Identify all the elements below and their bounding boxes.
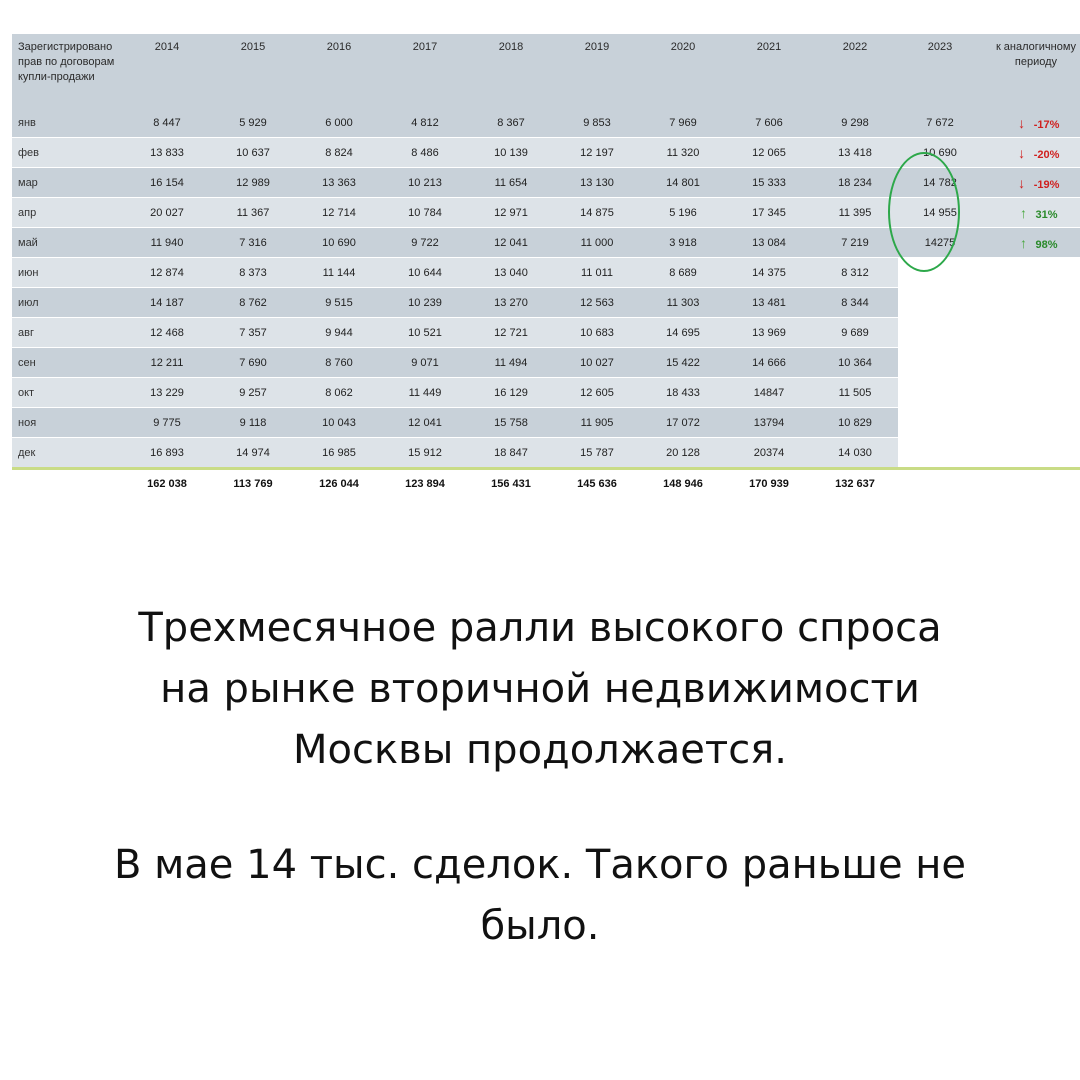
caption-line: Москвы продолжается. [293,727,787,773]
table-cell: 10 784 [382,198,468,228]
table-row [12,438,1080,469]
table-cell: 4 812 [382,108,468,138]
table-cell: 8 762 [210,288,296,318]
table-cell: 9 298 [812,108,898,138]
table-cell: 15 787 [554,438,640,469]
table-cell: 8 373 [210,258,296,288]
table-cell: 5 929 [210,108,296,138]
caption [20,598,1060,957]
table-cell: 11 303 [640,288,726,318]
table-cell: 10 521 [382,318,468,348]
change-cell [982,438,1080,469]
table-cell: 14 875 [554,198,640,228]
month-label: сен [12,348,124,378]
table-cell: 9 944 [296,318,382,348]
totals-row [12,469,1080,499]
table-cell: 12 065 [726,138,812,168]
month-label: авг [12,318,124,348]
table-row [12,288,1080,318]
totals-tail [982,469,1080,499]
arrow-down-icon: ↓ [1018,174,1026,191]
table-cell: 12 041 [382,408,468,438]
year-header: 2020 [640,34,726,108]
table-cell: 12 211 [124,348,210,378]
table-cell: 14 801 [640,168,726,198]
table-cell: 12 989 [210,168,296,198]
table-cell: 15 422 [640,348,726,378]
table-cell: 13 481 [726,288,812,318]
table-cell: 7 690 [210,348,296,378]
month-label: апр [12,198,124,228]
change-cell [982,348,1080,378]
table-cell: 11 320 [640,138,726,168]
table-cell [898,438,982,469]
table-cell: 10 690 [898,138,982,168]
table-cell [898,318,982,348]
table-cell: 15 333 [726,168,812,198]
table-cell: 20374 [726,438,812,469]
table-cell: 14 187 [124,288,210,318]
month-label: мар [12,168,124,198]
table-cell: 14 030 [812,438,898,469]
table-cell: 11 905 [554,408,640,438]
total-cell: 170 939 [726,469,812,499]
table-cell: 8 344 [812,288,898,318]
table-cell: 7 672 [898,108,982,138]
table-cell: 8 486 [382,138,468,168]
table-cell: 16 129 [468,378,554,408]
table-cell: 9 775 [124,408,210,438]
change-header: к аналогичному периоду [982,34,1080,108]
caption-line: на рынке вторичной недвижимости [160,666,920,712]
total-cell: 162 038 [124,469,210,499]
total-cell: 123 894 [382,469,468,499]
table-cell: 10 043 [296,408,382,438]
table-cell: 11 505 [812,378,898,408]
table-cell: 9 515 [296,288,382,318]
table-cell: 9 071 [382,348,468,378]
table-cell [898,378,982,408]
table-cell: 11 395 [812,198,898,228]
total-cell: 148 946 [640,469,726,499]
table-cell: 5 196 [640,198,726,228]
table-cell: 12 721 [468,318,554,348]
change-cell [982,288,1080,318]
month-label: июл [12,288,124,318]
table-cell: 12 971 [468,198,554,228]
table-cell: 10 213 [382,168,468,198]
table-cell: 10 139 [468,138,554,168]
change-cell [982,318,1080,348]
table-cell: 16 154 [124,168,210,198]
table-cell: 10 637 [210,138,296,168]
table-cell: 14 782 [898,168,982,198]
arrow-down-icon: ↓ [1018,114,1026,131]
month-label: окт [12,378,124,408]
total-cell: 145 636 [554,469,640,499]
table-cell: 13 363 [296,168,382,198]
totals-label [12,469,124,499]
year-header: 2019 [554,34,640,108]
table-cell [898,408,982,438]
table-cell: 11 940 [124,228,210,258]
table-cell: 8 062 [296,378,382,408]
table-cell: 15 758 [468,408,554,438]
table-cell: 14 955 [898,198,982,228]
change-cell [982,198,1080,228]
arrow-up-icon: ↑ [1019,234,1027,251]
table-cell: 17 072 [640,408,726,438]
table-cell: 18 234 [812,168,898,198]
table-cell: 13 084 [726,228,812,258]
table-row [12,378,1080,408]
table-cell: 8 824 [296,138,382,168]
table-cell: 10 364 [812,348,898,378]
table-cell: 13 833 [124,138,210,168]
table-cell: 8 312 [812,258,898,288]
table-cell: 14 974 [210,438,296,469]
table-cell: 7 969 [640,108,726,138]
caption-line: В мае 14 тыс. сделок. Такого раньше не [113,842,967,888]
change-value: -19% [1033,178,1060,191]
table-cell: 8 447 [124,108,210,138]
table-cell [898,348,982,378]
table-cell: 18 433 [640,378,726,408]
table-cell: 10 239 [382,288,468,318]
table-cell: 9 118 [210,408,296,438]
table-cell: 12 605 [554,378,640,408]
table-cell: 13 229 [124,378,210,408]
table-cell: 13 270 [468,288,554,318]
table-cell: 8 760 [296,348,382,378]
table-cell: 10 829 [812,408,898,438]
month-label: янв [12,108,124,138]
year-header: 2022 [812,34,898,108]
table-cell: 8 689 [640,258,726,288]
table-cell: 6 000 [296,108,382,138]
table-row [12,408,1080,438]
month-label: дек [12,438,124,469]
table-cell: 10 027 [554,348,640,378]
table-cell: 11 654 [468,168,554,198]
year-header: 2021 [726,34,812,108]
arrow-up-icon: ↑ [1019,204,1027,221]
table-cell [898,288,982,318]
year-header: 2017 [382,34,468,108]
caption-line: было. [480,903,600,949]
table-cell: 12 874 [124,258,210,288]
table-cell: 7 316 [210,228,296,258]
change-value: 31% [1035,208,1058,221]
table-cell: 16 985 [296,438,382,469]
month-label: июн [12,258,124,288]
table-cell: 20 128 [640,438,726,469]
year-header: 2018 [468,34,554,108]
highlight-oval [888,152,960,272]
change-cell [982,138,1080,168]
change-cell [982,408,1080,438]
table-cell: 7 606 [726,108,812,138]
change-cell [982,108,1080,138]
table-header-row [12,34,1080,108]
year-header: 2023 [898,34,982,108]
table-cell: 11 494 [468,348,554,378]
month-label: май [12,228,124,258]
table-cell: 9 722 [382,228,468,258]
year-header: 2015 [210,34,296,108]
total-cell: 132 637 [812,469,898,499]
month-label: фев [12,138,124,168]
total-cell: 126 044 [296,469,382,499]
table-cell: 7 219 [812,228,898,258]
table-cell: 14847 [726,378,812,408]
table-cell: 11 449 [382,378,468,408]
table-cell: 14 666 [726,348,812,378]
table-cell: 10 690 [296,228,382,258]
table-cell: 11 367 [210,198,296,228]
table-cell: 13794 [726,408,812,438]
change-value: 98% [1035,238,1058,251]
table-cell: 12 563 [554,288,640,318]
table-cell: 14 695 [640,318,726,348]
table-cell: 9 853 [554,108,640,138]
table-cell: 10 644 [382,258,468,288]
table-cell: 7 357 [210,318,296,348]
table-cell: 13 130 [554,168,640,198]
table-cell: 3 918 [640,228,726,258]
total-cell: 113 769 [210,469,296,499]
total-cell: 156 431 [468,469,554,499]
table-cell: 15 912 [382,438,468,469]
table-cell: 8 367 [468,108,554,138]
arrow-down-icon: ↓ [1018,144,1026,161]
table-cell: 11 011 [554,258,640,288]
table-cell: 9 257 [210,378,296,408]
change-cell [982,378,1080,408]
table-cell: 9 689 [812,318,898,348]
table-cell: 10 683 [554,318,640,348]
row-header-label: Зарегистрировано прав по договорам купли-продажи [12,34,124,108]
table-cell: 12 197 [554,138,640,168]
caption-line: Трехмесячное ралли высокого спроса [138,605,942,651]
table-cell: 11 000 [554,228,640,258]
table-cell: 17 345 [726,198,812,228]
month-label: ноя [12,408,124,438]
change-cell [982,258,1080,288]
table-row [12,108,1080,138]
table-cell: 12 468 [124,318,210,348]
table-cell: 16 893 [124,438,210,469]
table-row [12,348,1080,378]
total-cell [898,469,982,499]
change-cell [982,228,1080,258]
change-value: -20% [1033,148,1060,161]
change-cell [982,168,1080,198]
table-cell: 14275 [898,228,982,258]
change-value: -17% [1033,118,1060,131]
year-header: 2016 [296,34,382,108]
table-cell: 12 041 [468,228,554,258]
table-cell: 18 847 [468,438,554,469]
table-cell: 13 040 [468,258,554,288]
table-cell: 13 418 [812,138,898,168]
table-cell: 13 969 [726,318,812,348]
table-cell: 12 714 [296,198,382,228]
table-cell: 20 027 [124,198,210,228]
table-cell: 14 375 [726,258,812,288]
year-header: 2014 [124,34,210,108]
table-row [12,318,1080,348]
table-cell: 11 144 [296,258,382,288]
